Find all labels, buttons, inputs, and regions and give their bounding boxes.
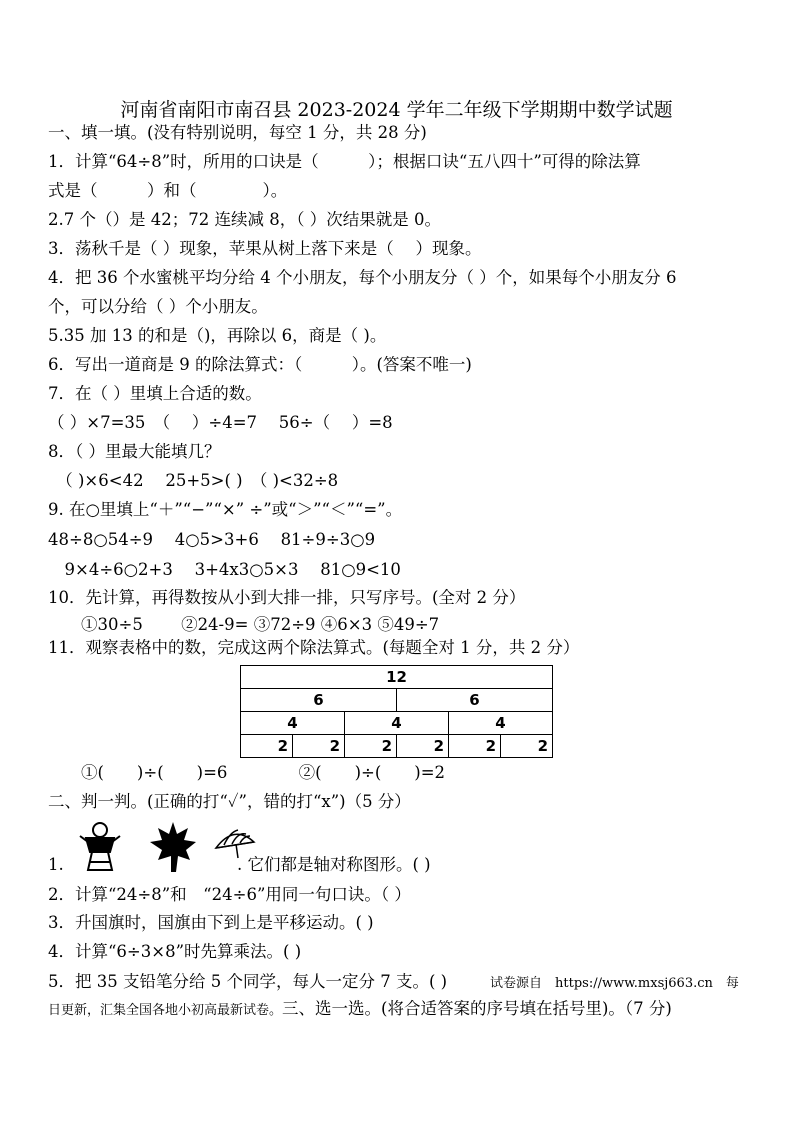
q10-line: 10．先计算，再得数按从小到大排一排，只写序号。(全对 2 分） bbox=[48, 588, 526, 607]
division-table bbox=[240, 665, 553, 758]
table-cell: 6 bbox=[397, 689, 553, 712]
q9-items-row1: 48÷8○54÷9 4○5>3+6 81÷9÷3○9 bbox=[48, 530, 376, 549]
q11-answer: ①( )÷( )=6 ②( )÷( )=2 bbox=[48, 763, 446, 782]
table-cell: 6 bbox=[241, 689, 397, 712]
q5-line: 5.35 加 13 的和是（)，再除以 6，商是（ )。 bbox=[48, 326, 387, 345]
q10-items: ①30÷5 ②24-9= ③72÷9 ④6×3 ⑤49÷7 bbox=[48, 615, 440, 634]
papercut-doll-icon bbox=[80, 823, 120, 870]
symmetry-figures bbox=[78, 818, 258, 874]
section1-header: 一、填一填。(没有特别说明，每空 1 分，共 28 分) bbox=[48, 123, 427, 142]
q2-line: 2.7 个（）是 42；72 连续减 8，（ ）次结果就是 0。 bbox=[48, 210, 441, 229]
q9-line: 9. 在○里填上“＋”“−”“×” ÷”或“＞”“＜”“=”。 bbox=[48, 500, 403, 519]
table-cell: 12 bbox=[241, 666, 553, 689]
table-cell: 4 bbox=[449, 712, 553, 735]
section2-header: 二、判一判。(正确的打“✓”，错的打“x”)（5 分） bbox=[48, 792, 411, 811]
q1-line2: 式是（ ）和（ ）。 bbox=[48, 181, 288, 200]
q6-line: 6．写出一道商是 9 的除法算式：（ ）。(答案不唯一) bbox=[48, 355, 472, 374]
q4-line1: 4．把 36 个水蜜桃平均分给 4 个小朋友，每个小朋友分（ ）个，如果每个小朋友分 6 bbox=[48, 268, 677, 287]
table-cell: 2 bbox=[293, 735, 345, 758]
page-title: 河南省南阳市南召县 2023-2024 学年二年级下学期期中数学试题 bbox=[120, 99, 673, 121]
table-cell: 4 bbox=[241, 712, 345, 735]
judge-q5: 5．把 35 支铅笔分给 5 个同学，每人一定分 7 支。( ) bbox=[48, 972, 448, 991]
table-cell: 2 bbox=[241, 735, 293, 758]
q7-line: 7．在（ ）里填上合适的数。 bbox=[48, 384, 262, 403]
watermark-line2: 日更新，汇集全国各地小初高最新试卷。 bbox=[48, 1003, 283, 1018]
q3-line: 3．荡秋千是（ ）现象，苹果从树上落下来是（ ）现象。 bbox=[48, 239, 482, 258]
judge-q3: 3．升国旗时，国旗由下到上是平移运动。( ) bbox=[48, 913, 374, 932]
judge-q2: 2．计算“24÷8”和 “24÷6”用同一句口诀。（ ） bbox=[48, 885, 411, 904]
table-cell: 4 bbox=[345, 712, 449, 735]
section3-header: 三、选一选。(将合适答案的序号填在括号里)。（7 分) bbox=[282, 999, 672, 1018]
table-cell: 2 bbox=[345, 735, 397, 758]
watermark-line1: 试卷源自 https://www.mxsj663.cn 每 bbox=[490, 976, 739, 991]
q8-items: （ )×6<42 25+5>( ) （ )<32÷8 bbox=[48, 471, 339, 490]
q8-line: 8．（ ）里最大能填几？ bbox=[48, 442, 221, 461]
table-cell: 2 bbox=[501, 735, 553, 758]
maple-leaf-icon bbox=[150, 822, 196, 872]
q4-line2: 个，可以分给（ ）个小朋友。 bbox=[48, 297, 268, 316]
q9-items-row2: 9×4÷6○2+3 3+4x3○5×3 81○9<10 bbox=[48, 560, 401, 579]
table-cell: 2 bbox=[397, 735, 449, 758]
watermark-line2-row bbox=[48, 998, 672, 1022]
table-cell: 2 bbox=[449, 735, 501, 758]
judge-q4: 4．计算“6÷3×8”时先算乘法。( ) bbox=[48, 942, 302, 961]
judge-q1-text: . 它们都是轴对称图形。( ) bbox=[237, 855, 431, 874]
q1-line1: 1．计算“64÷8”时，所用的口诀是（ ）；根据口诀“五八四十”可得的除法算 bbox=[48, 152, 641, 171]
judge-q1-num: 1. bbox=[48, 855, 64, 874]
q7-items: （ ）×7=35 （ ）÷4=7 56÷（ ）=8 bbox=[48, 413, 393, 432]
q11-line: 11．观察表格中的数，完成这两个除法算式。(每题全对 1 分，共 2 分） bbox=[48, 638, 580, 657]
